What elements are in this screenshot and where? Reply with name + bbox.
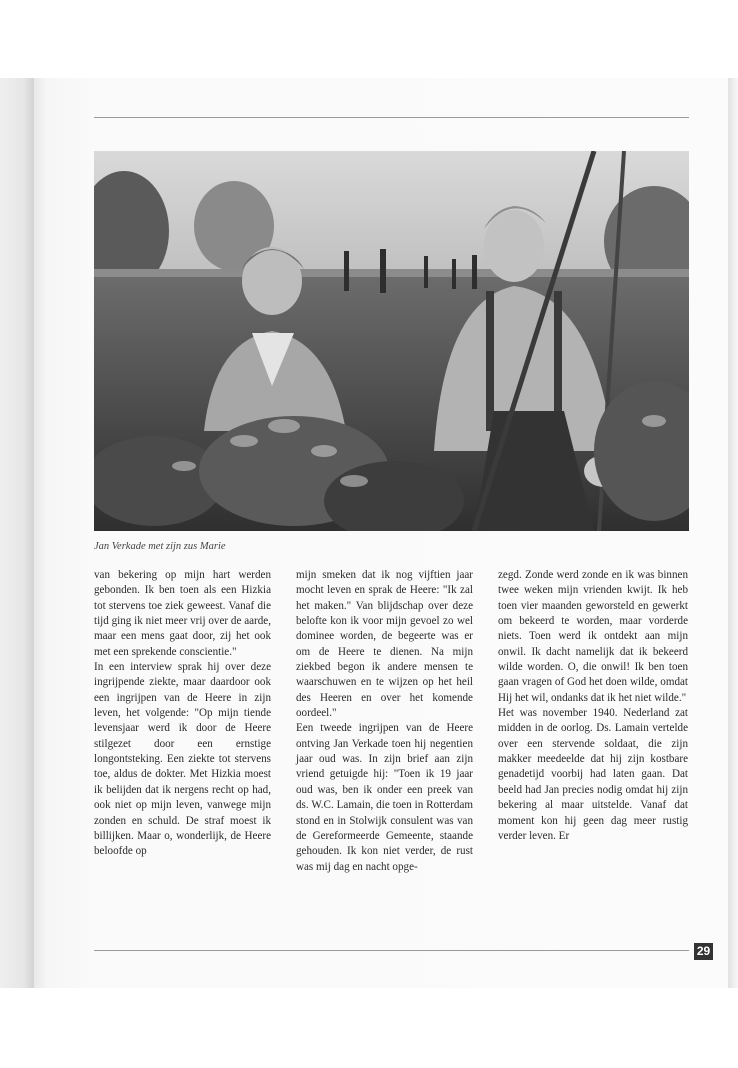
paragraph: In een interview sprak hij over deze ingrijpende ziekte, maar daardoor ook een ingrijpen van de Heere in zijn leven, het volgende: "Op mijn tiende levensjaar werd ik door de Heere stilgezet door een ernstige longontsteking. Een ziekte tot stervens toe, aldus de dokter. Met Hizkia moest ik belijden dat ik nergens recht op had, ook niet op mijn leven, vanwege mijn zonden en schuld. De straf moest ik billijken. Maar o, wonderlijk, de Heere beloofde op (94, 661, 271, 858)
photo-icon (94, 151, 689, 531)
bottom-rule (94, 950, 689, 951)
page-right-edge (728, 78, 738, 988)
photo-jan-and-marie (94, 151, 689, 531)
page-number: 29 (694, 943, 713, 960)
top-rule (94, 117, 689, 118)
text-column-3 (498, 568, 688, 844)
facing-page-edge (0, 78, 34, 988)
text-column-1 (94, 568, 271, 860)
paragraph: Het was november 1940. Nederland zat midden in de oorlog. Ds. Lamain vertelde over een stervende soldaat, die zijn makker meedeelde dat hij zijn kostbare genadetijd voorbij had laten gaan. Dat beeld had Jan precies nodig omdat hij zijn bekering al maar uitstelde. Vanaf dat moment kon hij geen dag meer rustig verder leven. Er (498, 707, 688, 842)
paragraph: Een tweede ingrijpen van de Heere ontving Jan Verkade toen hij negentien jaar oud was. In zijn brief aan zijn vriend getuigde hij: "Toen ik 19 jaar oud was, ben ik onder een preek van ds. W.C. Lamain, die toen in Rotterdam stond en in Stolwijk consulent was van de Gereformeerde Gemeente, staande gehouden. Ik kon niet verder, de rust was mij dag en nacht opge- (296, 722, 473, 873)
text-column-2 (296, 568, 473, 875)
paragraph: mijn smeken dat ik nog vijftien jaar mocht leven en sprak de Heere: "Ik zal het maken." Van blijdschap over deze belofte kon ik voor mijn gevoel zo wel dominee worden, de begeerte was er om de Heere te dienen. Na mijn ziekbed begon ik andere mensen te waarschuwen en te wijzen op het heil des Heeren en over het komende oordeel." (296, 569, 473, 720)
paragraph: van bekering op mijn hart werden gebonden. Ik ben toen als een Hizkia tot stervens toe ziek geweest. Vanaf die tijd ging ik niet meer vrij over de aarde, maar een mens gaat door, zij het ook met een sprekende conscientie." (94, 569, 271, 658)
paragraph: zegd. Zonde werd zonde en ik was binnen twee weken mijn vrienden kwijt. Ik heb toen vier maanden geworsteld en gewerkt om bekeerd te worden, maar vorderde niets. Toen werd ik ontdekt aan mijn onwil. Ik dacht namelijk dat ik bekeerd wilde worden. O, die onwil! Ik ben toen gaan vragen of God het doen wilde, omdat Hij het wil, ondanks dat ik het niet wilde." (498, 569, 688, 704)
photo-caption: Jan Verkade met zijn zus Marie (94, 541, 226, 552)
